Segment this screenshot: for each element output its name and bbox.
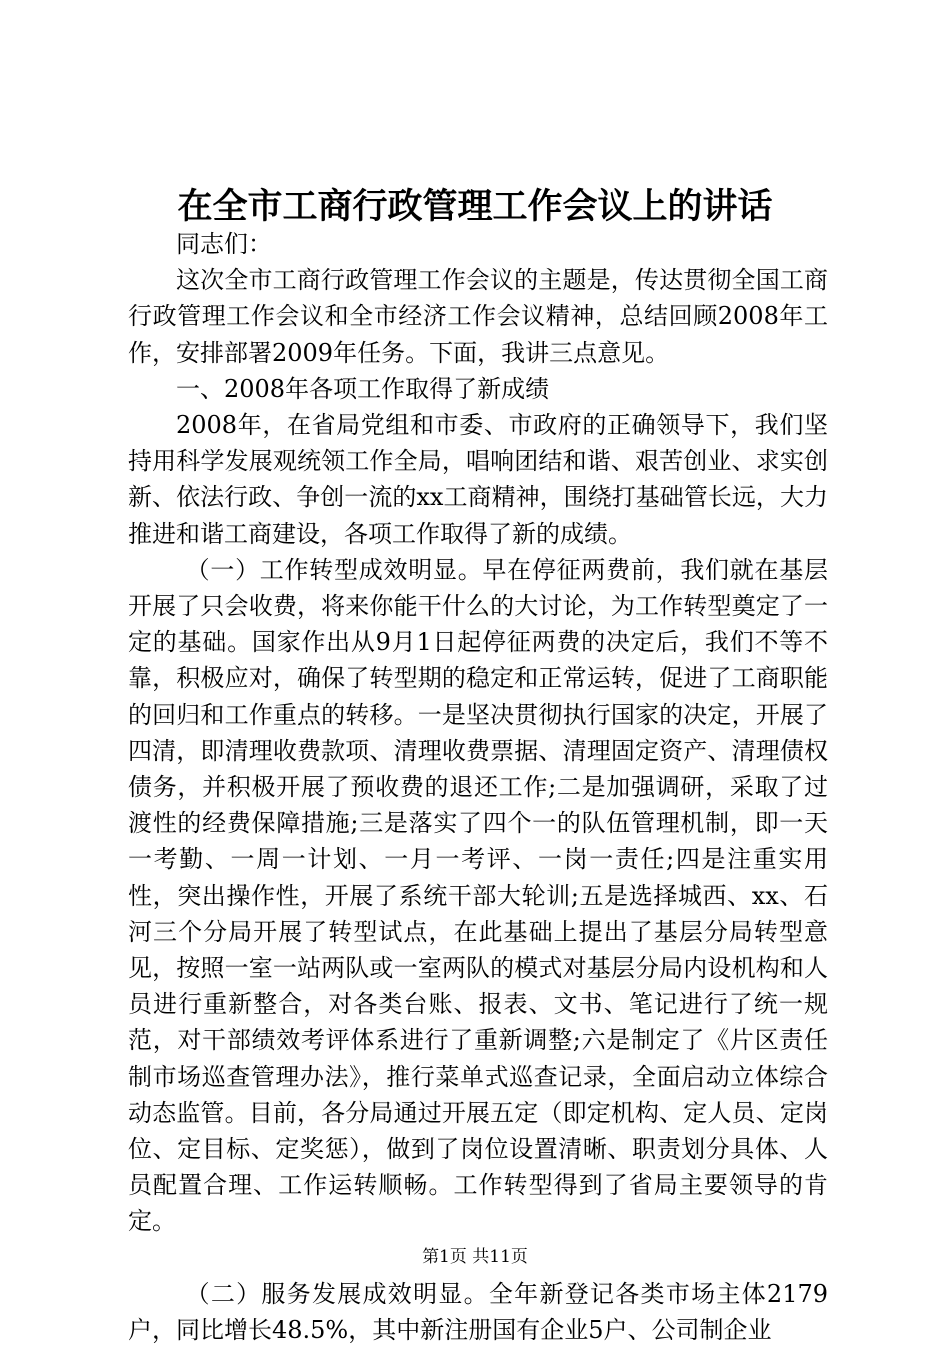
intro-paragraph: 这次全市工商行政管理工作会议的主题是，传达贯彻全国工商行政管理工作会议和全市经济工作会议精神，总结回顾2008年工作，安排部署2009年任务。下面，我讲三点意见。 <box>128 266 828 367</box>
summary-paragraph: 2008年，在省局党组和市委、市政府的正确领导下，我们坚持用科学发展观统领工作全局，唱响团结和谐、艰苦创业、求实创新、依法行政、争创一流的xx工商精神，围绕打基础管长远，大力推进和谐工商建设，各项工作取得了新的成绩。 <box>128 411 828 548</box>
document-body <box>128 226 828 1348</box>
document-title: 在全市工商行政管理工作会议上的讲话 <box>177 186 773 227</box>
section-heading-1: 一、2008年各项工作取得了新成绩 <box>176 374 550 403</box>
subsection-1-paragraph: （一）工作转型成效明显。早在停征两费前，我们就在基层开展了只会收费，将来你能干什么的大讨论，为工作转型奠定了一定的基础。国家作出从9月1日起停征两费的决定后，我们不等不靠，积极应对，确保了转型期的稳定和正常运转，促进了工商职能的回归和工作重点的转移。一是坚决贯彻执行国家的决定，开展了四清，即清理收费款项、清理收费票据、清理固定资产、清理债权债务，并积极开展了预收费的退还工作;二是加强调研，采取了过渡性的经费保障措施;三是落实了四个一的队伍管理机制，即一天一考勤、一周一计划、一月一考评、一岗一责任;四是注重实用性，突出操作性，开展了系统干部大轮训;五是选择城西、xx、石河三个分局开展了转型试点，在此基础上提出了基层分局转型意见，按照一室一站两队或一室两队的模式对基层分局内设机构和人员进行重新整合，对各类台账、报表、文书、笔记进行了统一规范，对干部绩效考评体系进行了重新调整;六是制定了《片区责任制市场巡查管理办法》，推行菜单式巡查记录，全面启动立体综合动态监管。目前，各分局通过开展五定（即定机构、定人员、定岗位、定目标、定奖惩），做到了岗位设置清晰、职责划分具体、人员配置合理、工作运转顺畅。工作转型得到了省局主要领导的肯定。 <box>128 555 828 1236</box>
subsection-2-paragraph: （二）服务发展成效明显。全年新登记各类市场主体2179户，同比增长48.5%，其中新注册国有企业5户、公司制企业 <box>128 1279 828 1344</box>
page-number-footer: 第1页 共11页 <box>422 1247 528 1267</box>
salutation-paragraph: 同志们： <box>176 230 272 258</box>
